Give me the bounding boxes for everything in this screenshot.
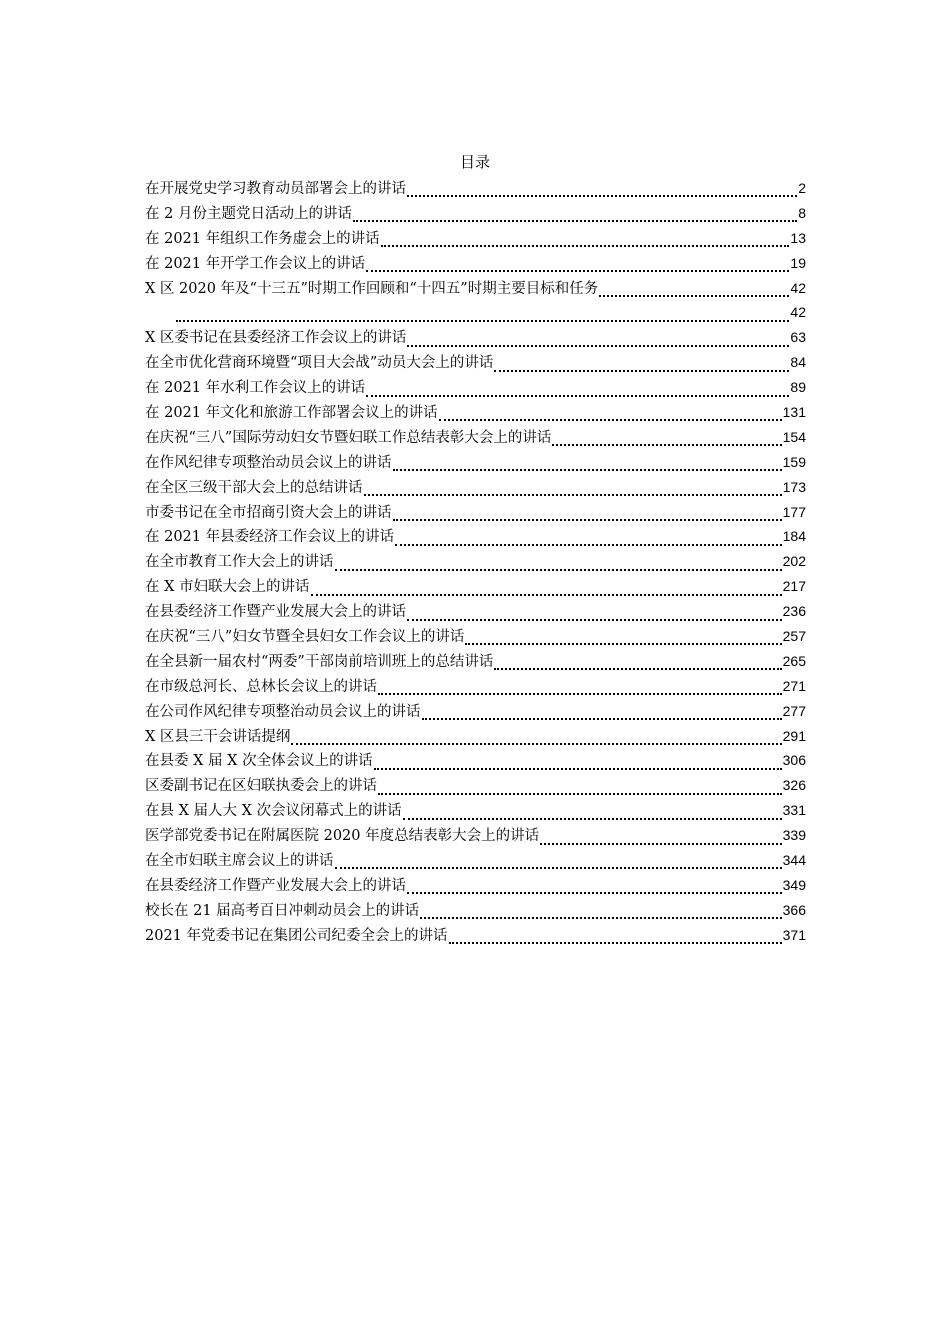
toc-page-number: 265 <box>782 652 806 669</box>
toc-list <box>145 176 806 948</box>
toc-entry[interactable] <box>145 599 806 624</box>
toc-entry[interactable] <box>145 873 806 898</box>
toc-dot-leader <box>403 804 782 820</box>
toc-dot-leader <box>407 878 782 894</box>
toc-page-number: 271 <box>782 677 806 694</box>
toc-dot-leader <box>393 455 782 471</box>
toc-entry[interactable] <box>145 450 806 475</box>
toc-page-number: 173 <box>782 478 806 495</box>
toc-entry[interactable] <box>145 923 806 948</box>
toc-dot-leader <box>311 580 782 596</box>
toc-entry[interactable] <box>145 674 806 699</box>
toc-entry-label: 在开展党史学习教育动员部署会上的讲话 <box>145 181 406 197</box>
toc-dot-leader <box>465 629 781 645</box>
toc-dot-leader <box>378 779 782 795</box>
toc-dot-leader <box>420 903 781 919</box>
toc-entry-label: X 区 2020 年及“十三五”时期工作回顾和“十四五”时期主要目标和任务 <box>145 280 599 297</box>
toc-entry-label: 市委书记在全市招商引资大会上的讲话 <box>145 504 392 521</box>
toc-page-number: 257 <box>782 628 806 645</box>
toc-page-number: 13 <box>790 229 806 246</box>
toc-dot-leader <box>291 729 781 745</box>
toc-page-number: 306 <box>782 752 806 769</box>
toc-entry[interactable] <box>145 300 806 325</box>
toc-page-number: 344 <box>782 852 806 869</box>
toc-title: 目录 <box>459 153 490 171</box>
toc-page-number: 2 <box>798 180 806 196</box>
toc-entry[interactable] <box>145 574 806 599</box>
toc-dot-leader <box>366 256 789 272</box>
toc-entry-label: 在市级总河长、总林长会议上的讲话 <box>145 678 377 695</box>
toc-entry[interactable] <box>145 549 806 574</box>
toc-entry[interactable] <box>145 748 806 773</box>
toc-dot-leader <box>393 505 782 521</box>
toc-page-number: 339 <box>782 827 806 844</box>
toc-entry-label: 在 2021 年县委经济工作会议上的讲话 <box>145 529 395 546</box>
toc-entry[interactable] <box>145 823 806 848</box>
toc-entry-label: 在全市妇联主席会议上的讲话 <box>145 853 334 870</box>
toc-page-number: 366 <box>782 901 806 918</box>
toc-entry[interactable] <box>145 848 806 873</box>
toc-page-number: 371 <box>782 926 806 943</box>
toc-dot-leader <box>381 231 790 247</box>
toc-entry[interactable] <box>145 649 806 674</box>
toc-entry-label: 在 2021 年文化和旅游工作部署会议上的讲话 <box>145 405 438 422</box>
toc-dot-leader <box>374 754 782 770</box>
toc-entry[interactable] <box>145 276 806 301</box>
toc-entry-label: 在 2 月份主题党日活动上的讲话 <box>145 205 352 222</box>
toc-dot-leader <box>395 530 782 546</box>
toc-entry-label: 在 2021 年水利工作会议上的讲话 <box>145 380 366 397</box>
toc-page-number: 217 <box>782 578 806 595</box>
toc-entry-label: 在作风纪律专项整治动员会议上的讲话 <box>145 454 392 471</box>
toc-dot-leader <box>439 405 782 421</box>
toc-entry[interactable] <box>145 375 806 400</box>
toc-page-number: 326 <box>782 777 806 794</box>
toc-entry[interactable] <box>145 325 806 350</box>
toc-page-number: 84 <box>790 354 806 371</box>
toc-entry-label: 校长在 21 届高考百日冲刺动员会上的讲话 <box>145 902 420 919</box>
toc-entry-label: 在公司作风纪律专项整治动员会议上的讲话 <box>145 703 421 720</box>
toc-dot-leader <box>599 281 789 297</box>
toc-dot-leader <box>407 605 782 621</box>
toc-dot-leader <box>335 853 782 869</box>
toc-page-number: 277 <box>782 702 806 719</box>
toc-entry[interactable] <box>145 524 806 549</box>
toc-dot-leader <box>378 679 782 695</box>
toc-page-number: 19 <box>790 254 806 271</box>
toc-entry-label: 在庆祝“三八”妇女节暨全县妇女工作会议上的讲话 <box>145 629 465 646</box>
toc-dot-leader <box>366 381 789 397</box>
toc-dot-leader <box>449 928 782 944</box>
toc-page-number: 42 <box>790 279 806 296</box>
toc-dot-leader <box>422 704 782 720</box>
toc-entry-label: 在县委 X 届 X 次全体会议上的讲话 <box>145 753 373 770</box>
toc-entry-label: 在县委经济工作暨产业发展大会上的讲话 <box>145 877 406 894</box>
toc-entry[interactable] <box>145 500 806 525</box>
toc-page-number: 131 <box>782 404 806 421</box>
toc-entry[interactable] <box>145 251 806 276</box>
toc-entry-label: 在全市优化营商环境暨“项目大会战”动员大会上的讲话 <box>145 355 494 372</box>
toc-entry[interactable] <box>145 898 806 923</box>
toc-entry-label: 在 2021 年组织工作务虚会上的讲话 <box>145 230 380 247</box>
toc-entry-label: 在庆祝“三八”国际劳动妇女节暨妇联工作总结表彰大会上的讲话 <box>145 429 552 446</box>
toc-page-number: 154 <box>782 428 806 445</box>
toc-entry-label: 医学部党委书记在附属医院 2020 年度总结表彰大会上的讲话 <box>145 828 540 845</box>
toc-page-number: 184 <box>782 528 806 545</box>
toc-entry[interactable] <box>145 201 806 226</box>
toc-page-number: 349 <box>782 876 806 893</box>
toc-entry[interactable] <box>145 350 806 375</box>
toc-page-number: 177 <box>782 503 806 520</box>
toc-entry-label: 在 2021 年开学工作会议上的讲话 <box>145 255 366 272</box>
toc-dot-leader <box>540 829 782 845</box>
toc-entry[interactable] <box>145 475 806 500</box>
toc-page-number: 291 <box>782 727 806 744</box>
toc-dot-leader <box>552 430 781 446</box>
toc-entry[interactable] <box>145 773 806 798</box>
toc-entry-label: 在县 X 届人大 X 次会议闭幕式上的讲话 <box>145 803 402 820</box>
toc-entry-label: 在全市教育工作大会上的讲话 <box>145 554 334 571</box>
toc-dot-leader <box>335 555 782 571</box>
toc-dot-leader <box>494 654 781 670</box>
toc-page-number: 63 <box>790 329 806 346</box>
toc-page-number: 89 <box>790 379 806 396</box>
toc-entry-label: X 区县三干会讲话提纲 <box>145 728 291 745</box>
toc-page-number: 8 <box>798 204 806 221</box>
toc-entry-label: 2021 年党委书记在集团公司纪委全会上的讲话 <box>145 927 448 944</box>
toc-entry-label: 在全区三级干部大会上的总结讲话 <box>145 479 363 496</box>
toc-page-number: 202 <box>782 553 806 570</box>
toc-page-number: 331 <box>782 802 806 819</box>
toc-page-number: 159 <box>782 453 806 470</box>
toc-page-number: 42 <box>790 304 806 321</box>
toc-entry[interactable] <box>145 400 806 425</box>
toc-entry[interactable] <box>145 624 806 649</box>
toc-entry[interactable] <box>145 798 806 823</box>
toc-dot-leader <box>494 356 789 372</box>
toc-page-number: 236 <box>782 603 806 620</box>
toc-entry[interactable] <box>145 176 806 201</box>
toc-entry-label: 区委副书记在区妇联执委会上的讲话 <box>145 778 377 795</box>
toc-dot-leader <box>364 480 782 496</box>
toc-dot-leader <box>176 306 789 322</box>
toc-entry[interactable] <box>145 699 806 724</box>
toc-dot-leader <box>353 206 797 222</box>
toc-entry[interactable] <box>145 226 806 251</box>
toc-dot-leader <box>407 331 789 347</box>
toc-entry-label: X 区委书记在县委经济工作会议上的讲话 <box>145 330 407 347</box>
toc-dot-leader <box>407 181 797 197</box>
toc-entry-label: 在全县新一届农村“两委”干部岗前培训班上的总结讲话 <box>145 653 494 670</box>
toc-entry-label: 在县委经济工作暨产业发展大会上的讲话 <box>145 604 406 621</box>
toc-entry-label: 在 X 市妇联大会上的讲话 <box>145 579 310 596</box>
toc-entry[interactable] <box>145 724 806 749</box>
toc-entry[interactable] <box>145 425 806 450</box>
